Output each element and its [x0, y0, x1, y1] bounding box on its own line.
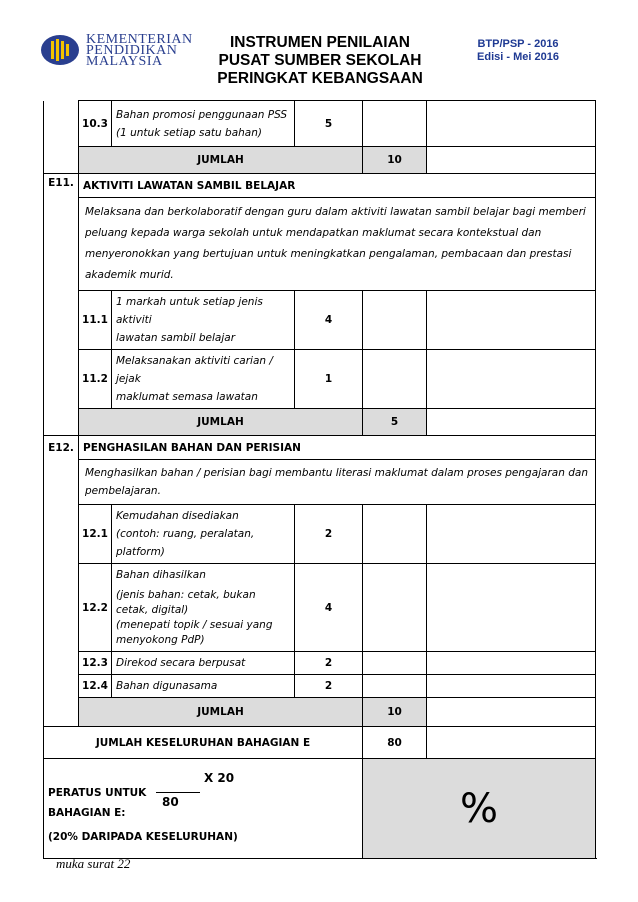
score-input-cell[interactable]: [427, 698, 596, 727]
code-cell: [44, 652, 79, 675]
max-score: 2: [295, 652, 363, 675]
code-line-2: Edisi - Mei 2016: [477, 51, 559, 63]
total-score: 80: [363, 727, 427, 759]
criterion: [112, 291, 295, 350]
remark-cell[interactable]: [427, 505, 596, 564]
table-row-12-3: [44, 652, 596, 675]
remark-cell[interactable]: [427, 350, 596, 409]
section-code: E11.: [44, 174, 79, 198]
ministry-logo: [40, 30, 200, 70]
item-number: 12.4: [79, 675, 112, 698]
criterion-line: lawatan sambil belajar: [116, 332, 236, 344]
code-line-1: BTP/PSP - 2016: [477, 38, 559, 50]
percentage-label-line: (20% DARIPADA KESELURUHAN): [48, 831, 238, 843]
section-description: Menghasilkan bahan / perisian bagi membantu literasi maklumat dalam proses pengajaran dan pembelajaran.: [79, 460, 596, 505]
max-score: 2: [295, 675, 363, 698]
table-row-12-4: [44, 675, 596, 698]
percentage-label-line: BAHAGIAN E:: [48, 807, 126, 819]
criterion: Direkod secara berpusat: [112, 652, 295, 675]
logo-line-1: KEMENTERIAN: [86, 31, 193, 47]
score-input-cell[interactable]: [427, 727, 596, 759]
criterion-line: (menepati topik / sesuai yang menyokong PdP): [116, 618, 273, 646]
percentage-result[interactable]: %: [363, 759, 596, 859]
score-input-cell[interactable]: [363, 350, 427, 409]
table-row-e12-heading: [44, 436, 596, 460]
criterion: [112, 350, 295, 409]
remark-cell[interactable]: [427, 675, 596, 698]
criterion-line: Melaksanakan aktiviti carian / jejak: [116, 355, 273, 385]
table-row-total: [44, 727, 596, 759]
score-input-cell[interactable]: [363, 505, 427, 564]
page-number: muka surat 22: [56, 856, 131, 871]
table-row-12-1: [44, 505, 596, 564]
table-row-10-3: [44, 101, 596, 147]
table-row-11-2: [44, 350, 596, 409]
item-number: 11.2: [79, 350, 112, 409]
criterion-line: Kemudahan disediakan: [116, 510, 239, 522]
fraction-line: [156, 792, 200, 793]
title-line-2: PUSAT SUMBER SEKOLAH: [218, 52, 422, 69]
percentage-label-line: PERATUS UNTUK: [48, 787, 147, 799]
score-input-cell[interactable]: [363, 675, 427, 698]
logo-line-3: MALAYSIA: [86, 53, 163, 69]
code-cell: [44, 698, 79, 727]
table-row-11-1: [44, 291, 596, 350]
criterion-line: Bahan promosi penggunaan PSS: [116, 108, 288, 121]
criterion-line: 1 markah untuk setiap jenis aktiviti: [116, 296, 263, 326]
assessment-table: [43, 100, 596, 859]
code-cell: [44, 350, 79, 409]
remark-cell[interactable]: [427, 291, 596, 350]
max-score: 2: [295, 505, 363, 564]
percentage-formula: [44, 759, 363, 859]
code-cell: [44, 460, 79, 505]
code-cell: [44, 564, 79, 652]
item-number: 12.3: [79, 652, 112, 675]
score-input-cell[interactable]: [427, 409, 596, 436]
criterion-line: (jenis bahan: cetak, bukan cetak, digital): [116, 588, 256, 616]
score-input-cell[interactable]: [363, 101, 427, 147]
score-input-cell[interactable]: [363, 291, 427, 350]
criterion-line: maklumat semasa lawatan: [116, 391, 258, 403]
table-row-e12-desc: [44, 460, 596, 505]
code-cell: [44, 505, 79, 564]
code-cell: [44, 291, 79, 350]
max-score: 4: [295, 564, 363, 652]
table-row-jumlah-e11: [44, 409, 596, 436]
criterion: Bahan digunasama: [112, 675, 295, 698]
score-input-cell[interactable]: [363, 564, 427, 652]
table-row-e11-heading: [44, 174, 596, 198]
jumlah-score: 10: [363, 698, 427, 727]
jumlah-label: JUMLAH: [79, 409, 363, 436]
code-cell: [44, 675, 79, 698]
criterion: [112, 101, 295, 147]
criterion-line: (contoh: ruang, peralatan, platform): [116, 528, 255, 558]
item-number: 12.2: [79, 564, 112, 652]
item-number: 12.1: [79, 505, 112, 564]
score-input-cell[interactable]: [427, 147, 596, 174]
section-code: E12.: [44, 436, 79, 460]
item-number: 11.1: [79, 291, 112, 350]
multiplier: X 20: [204, 771, 235, 785]
jumlah-score: 10: [363, 147, 427, 174]
section-heading: AKTIVITI LAWATAN SAMBIL BELAJAR: [79, 174, 596, 198]
code-cell: [44, 147, 79, 174]
divisor: 80: [162, 795, 179, 809]
ministry-emblem-icon: [40, 34, 80, 66]
code-cell: [44, 198, 79, 291]
item-number: 10.3: [79, 101, 112, 147]
section-heading: PENGHASILAN BAHAN DAN PERISIAN: [79, 436, 596, 460]
criterion: [112, 505, 295, 564]
code-cell: [44, 101, 79, 147]
remark-cell[interactable]: [427, 652, 596, 675]
max-score: 1: [295, 350, 363, 409]
table-row-jumlah-e12: [44, 698, 596, 727]
remark-cell[interactable]: [427, 564, 596, 652]
code-cell: [44, 409, 79, 436]
max-score: 5: [295, 101, 363, 147]
jumlah-score: 5: [363, 409, 427, 436]
document-title: [200, 34, 440, 88]
title-line-1: INSTRUMEN PENILAIAN: [230, 34, 410, 51]
total-label: JUMLAH KESELURUHAN BAHAGIAN E: [44, 727, 363, 759]
table-row-12-2: [44, 564, 596, 652]
criterion-line: Bahan dihasilkan: [116, 568, 206, 581]
jumlah-label: JUMLAH: [79, 698, 363, 727]
score-input-cell[interactable]: [363, 652, 427, 675]
table-row-e11-desc: [44, 198, 596, 291]
section-description: Melaksana dan berkolaboratif dengan guru dalam aktiviti lawatan sambil belajar bagi memberi peluang kepada warga sekolah untuk mendapatkan maklumat secara kontekstual dan menyeronokkan yang bertujuan untuk meningkatkan pengalaman, pembacaan dan prestasi akademik murid.: [79, 198, 596, 291]
criterion: [112, 564, 295, 652]
table-row-jumlah-e10: [44, 147, 596, 174]
criterion-line: (1 untuk setiap satu bahan): [116, 126, 262, 139]
table-row-percentage: [44, 759, 596, 859]
document-code: [463, 38, 573, 64]
max-score: 4: [295, 291, 363, 350]
logo-line-2: PENDIDIKAN: [86, 42, 178, 58]
jumlah-label: JUMLAH: [79, 147, 363, 174]
title-line-3: PERINGKAT KEBANGSAAN: [217, 70, 423, 87]
remark-cell[interactable]: [427, 101, 596, 147]
